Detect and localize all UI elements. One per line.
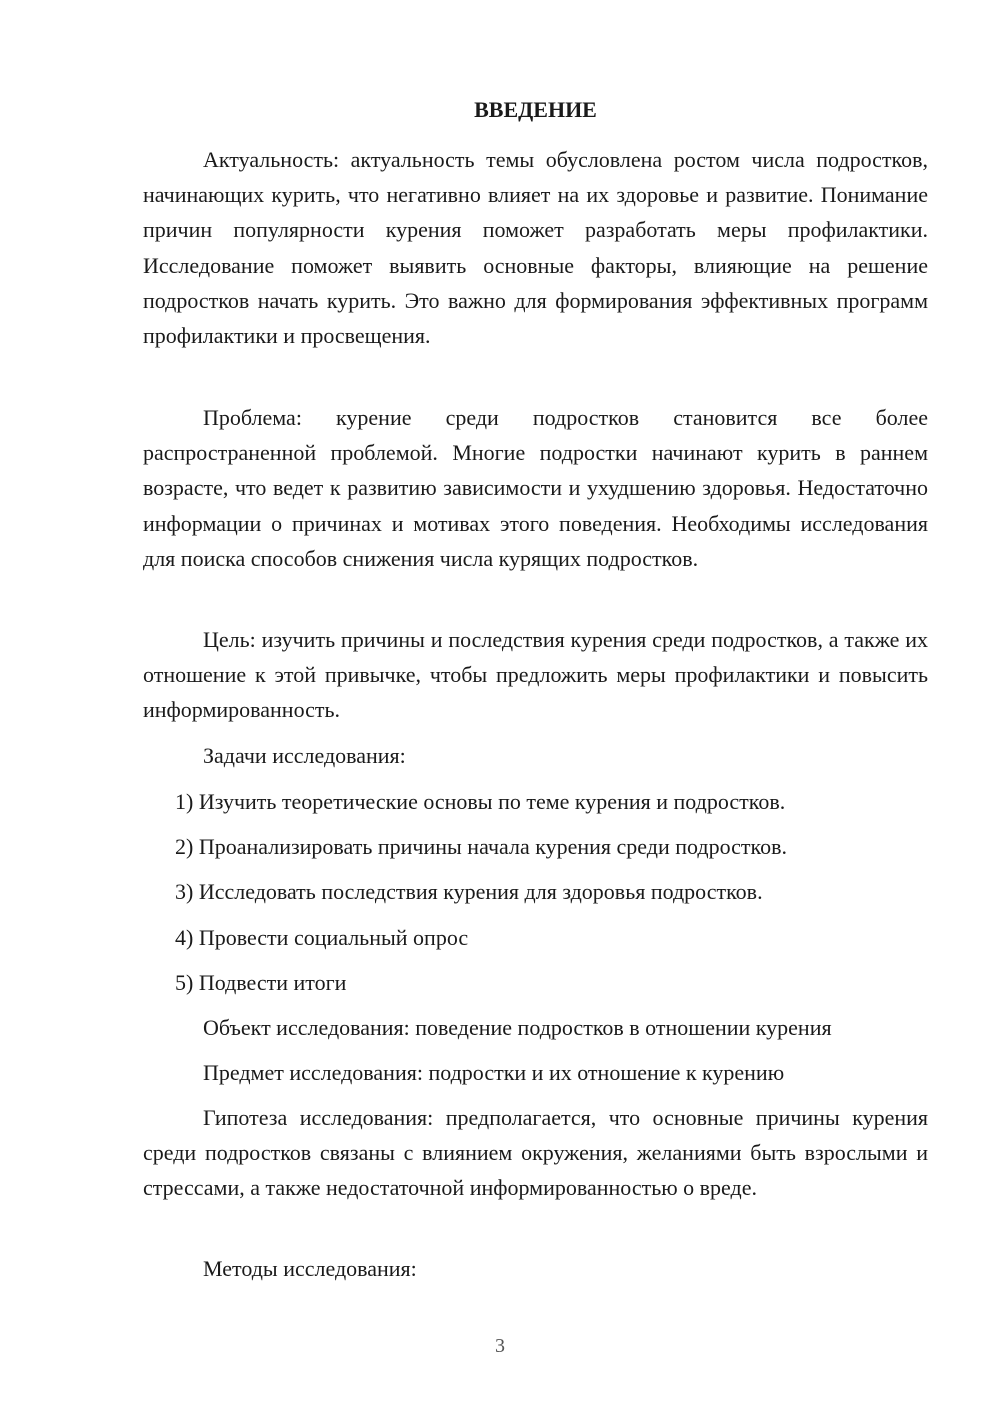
task-item-1: 1) Изучить теоретические основы по теме курения и подростков. xyxy=(175,789,786,814)
methods-heading: Методы исследования: xyxy=(203,1256,417,1281)
tasks-heading: Задачи исследования: xyxy=(203,743,406,768)
relevance-paragraph: Актуальность: актуальность темы обусловлена ростом числа подростков, начинающих курить, что негативно влияет на их здоровье и развитие. Понимание причин популярности курения поможет разработать меры профилактики. Исследование поможет выявить основные факторы, влияющие на решение подростков начать курить. Это важно для формирования эффективных программ профилактики и просвещения. xyxy=(143,147,928,349)
object-line: Объект исследования: поведение подростков в отношении курения xyxy=(203,1015,832,1040)
hypothesis-paragraph: Гипотеза исследования: предполагается, что основные причины курения среди подростков связаны с влиянием окружения, желаниями быть взрослыми и стрессами, а также недостаточной информированностью о вреде. xyxy=(143,1105,928,1201)
subject-line: Предмет исследования: подростки и их отношение к курению xyxy=(203,1060,785,1085)
task-item-3: 3) Исследовать последствия курения для здоровья подростков. xyxy=(175,879,763,904)
task-item-4: 4) Провести социальный опрос xyxy=(175,925,469,950)
problem-paragraph: Проблема: курение среди подростков становится все более распространенной проблемой. Многие подростки начинают курить в раннем возрасте, что ведет к развитию зависимости и ухудшению здоровья. Недостаточно информации о причинах и мотивах этого поведения. Необходимы исследования для поиска способов снижения числа курящих подростков. xyxy=(143,405,928,571)
page-number: 3 xyxy=(495,1335,505,1357)
task-item-2: 2) Проанализировать причины начала курения среди подростков. xyxy=(175,834,787,859)
task-item-5: 5) Подвести итоги xyxy=(175,970,347,995)
goal-paragraph: Цель: изучить причины и последствия курения среди подростков, а также их отношение к этой привычке, чтобы предложить меры профилактики и повысить информированность. xyxy=(143,627,928,723)
section-title: ВВЕДЕНИЕ xyxy=(474,97,597,122)
